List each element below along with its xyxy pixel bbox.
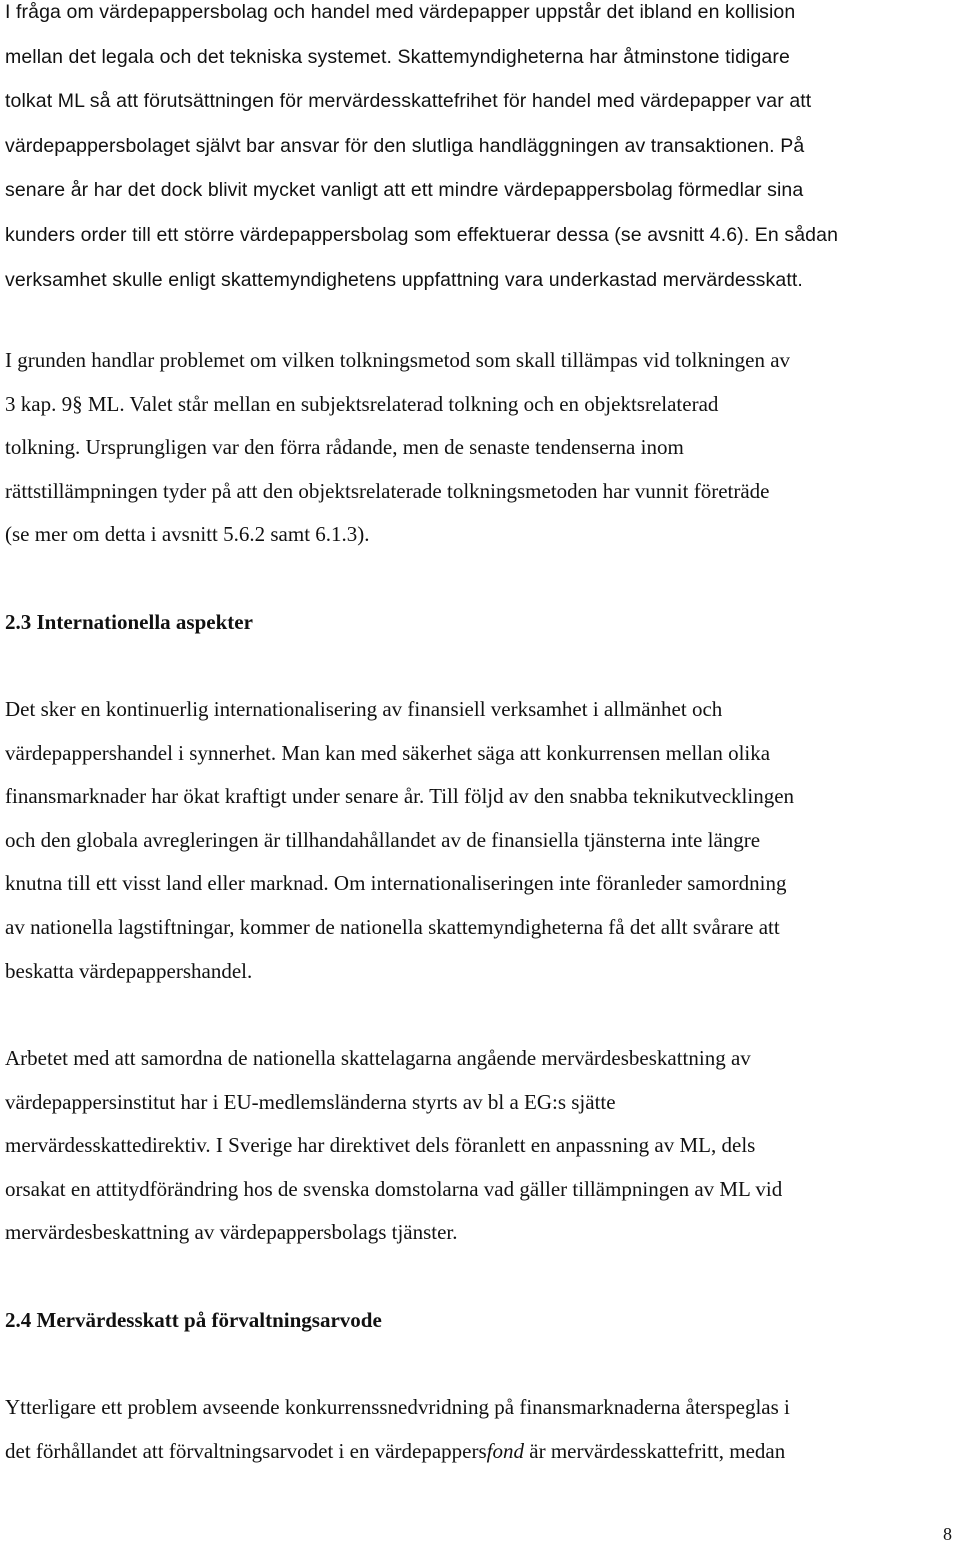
text-segment: värdepappersbolaget självt bar ansvar för den slutliga handläggningen av transaktionen. På — [5, 134, 805, 157]
text-line — [5, 168, 955, 213]
text-segment: mervärdesskattedirektiv. I Sverige har direktivet dels föranlett en anpassning av ML, dels — [5, 1133, 756, 1158]
text-segment: tolkat ML så att förutsättningen för mervärdesskattefrihet för handel med värdepapper var att — [5, 90, 812, 113]
text-line — [5, 426, 955, 470]
text-line — [5, 1211, 955, 1255]
italic-text-segment: fond — [486, 1438, 524, 1463]
text-segment: rättstillämpningen tyder på att den objektsrelaterade tolkningsmetoden har vunnit företräde — [5, 478, 770, 503]
text-line — [5, 1081, 955, 1125]
text-line — [5, 35, 955, 80]
text-segment: I fråga om värdepappersbolag och handel med värdepapper uppstår det ibland en kollision — [5, 1, 796, 23]
text-segment: kunders order till ett större värdepappersbolag som effektuerar dessa (se avsnitt 4.6). En sådan — [5, 223, 839, 246]
text-segment: mervärdesbeskattning av värdepappersbolags tjänster. — [5, 1220, 458, 1245]
section-heading-2-3: 2.3 Internationella aspekter — [5, 610, 253, 634]
text-line — [5, 950, 955, 994]
text-line — [5, 1037, 955, 1081]
text-segment: orsakat en attitydförändring hos de svenska domstolarna vad gäller tillämpningen av ML vid — [5, 1176, 783, 1201]
text-line — [5, 819, 955, 863]
paragraph-internationalisering — [5, 688, 955, 993]
text-line — [5, 124, 955, 169]
text-line — [5, 862, 955, 906]
text-line — [5, 339, 955, 383]
text-line — [5, 775, 955, 819]
text-segment: tolkning. Ursprungligen var den förra rådande, men de senaste tendenserna inom — [5, 435, 684, 460]
text-line — [5, 1430, 955, 1474]
text-segment: värdepappersinstitut har i EU-medlemsländerna styrts av bl a EG:s sjätte — [5, 1089, 616, 1114]
text-segment: beskatta värdepappershandel. — [5, 958, 253, 983]
text-segment: Det sker en kontinuerlig internationalisering av finansiell verksamhet i allmänhet och — [5, 697, 723, 721]
text-line — [5, 513, 955, 557]
text-line — [5, 258, 955, 303]
text-segment: Ytterligare ett problem avseende konkurrenssnedvridning på finansmarknaderna återspeglas i — [5, 1395, 790, 1419]
text-line — [5, 906, 955, 950]
text-line — [5, 470, 955, 514]
text-line — [5, 79, 955, 124]
section-heading-2-4: 2.4 Mervärdesskatt på förvaltningsarvode — [5, 1308, 382, 1332]
paragraph-tolkningsmetod — [5, 339, 955, 557]
text-segment: (se mer om detta i avsnitt 5.6.2 samt 6.1.3). — [5, 522, 370, 547]
text-line — [5, 0, 955, 35]
text-segment: och den globala avregleringen är tillhandahållandet av de finansiella tjänsterna inte längre — [5, 827, 761, 852]
text-segment: mellan det legala och det tekniska systemet. Skattemyndigheterna har åtminstone tidigare — [5, 45, 790, 68]
paragraph-samordning — [5, 1037, 955, 1255]
text-line — [5, 1386, 955, 1430]
text-segment: värdepappershandel i synnerhet. Man kan med säkerhet säga att konkurrensen mellan olika — [5, 740, 771, 765]
paragraph-kollision — [5, 0, 955, 302]
page-number: 8 — [943, 1524, 952, 1544]
text-segment: knutna till ett visst land eller marknad. Om internationaliseringen inte föranleder samordning — [5, 871, 787, 896]
text-line — [5, 1124, 955, 1168]
text-segment: § — [72, 391, 83, 416]
text-segment: ML. Valet står mellan en subjektsrelaterad tolkning och en objektsrelaterad — [82, 391, 719, 416]
text-segment: är mervärdesskattefritt, medan — [524, 1438, 786, 1463]
text-segment: av nationella lagstiftningar, kommer de nationella skattemyndigheterna få det allt svårare att — [5, 914, 780, 939]
text-segment: Arbetet med att samordna de nationella skattelagarna angående mervärdesbeskattning av — [5, 1046, 751, 1070]
text-line — [5, 383, 955, 427]
paragraph-forvaltningsarvode — [5, 1386, 955, 1473]
text-segment: finansmarknader har ökat kraftigt under senare år. Till följd av den snabba teknikutvecklingen — [5, 784, 795, 809]
text-segment: senare år har det dock blivit mycket vanligt att ett mindre värdepappersbolag förmedlar sina — [5, 179, 804, 202]
text-segment: 3 kap. 9 — [5, 391, 73, 416]
text-line — [5, 1168, 955, 1212]
text-line — [5, 688, 955, 732]
text-segment: I grunden handlar problemet om vilken tolkningsmetod som skall tillämpas vid tolkningen av — [5, 348, 791, 372]
text-line — [5, 732, 955, 776]
text-line — [5, 213, 955, 258]
text-segment: verksamhet skulle enligt skattemyndighetens uppfattning vara underkastad mervärdesskatt. — [5, 268, 803, 291]
text-segment: det förhållandet att förvaltningsarvodet i en värdepappers — [5, 1438, 487, 1463]
